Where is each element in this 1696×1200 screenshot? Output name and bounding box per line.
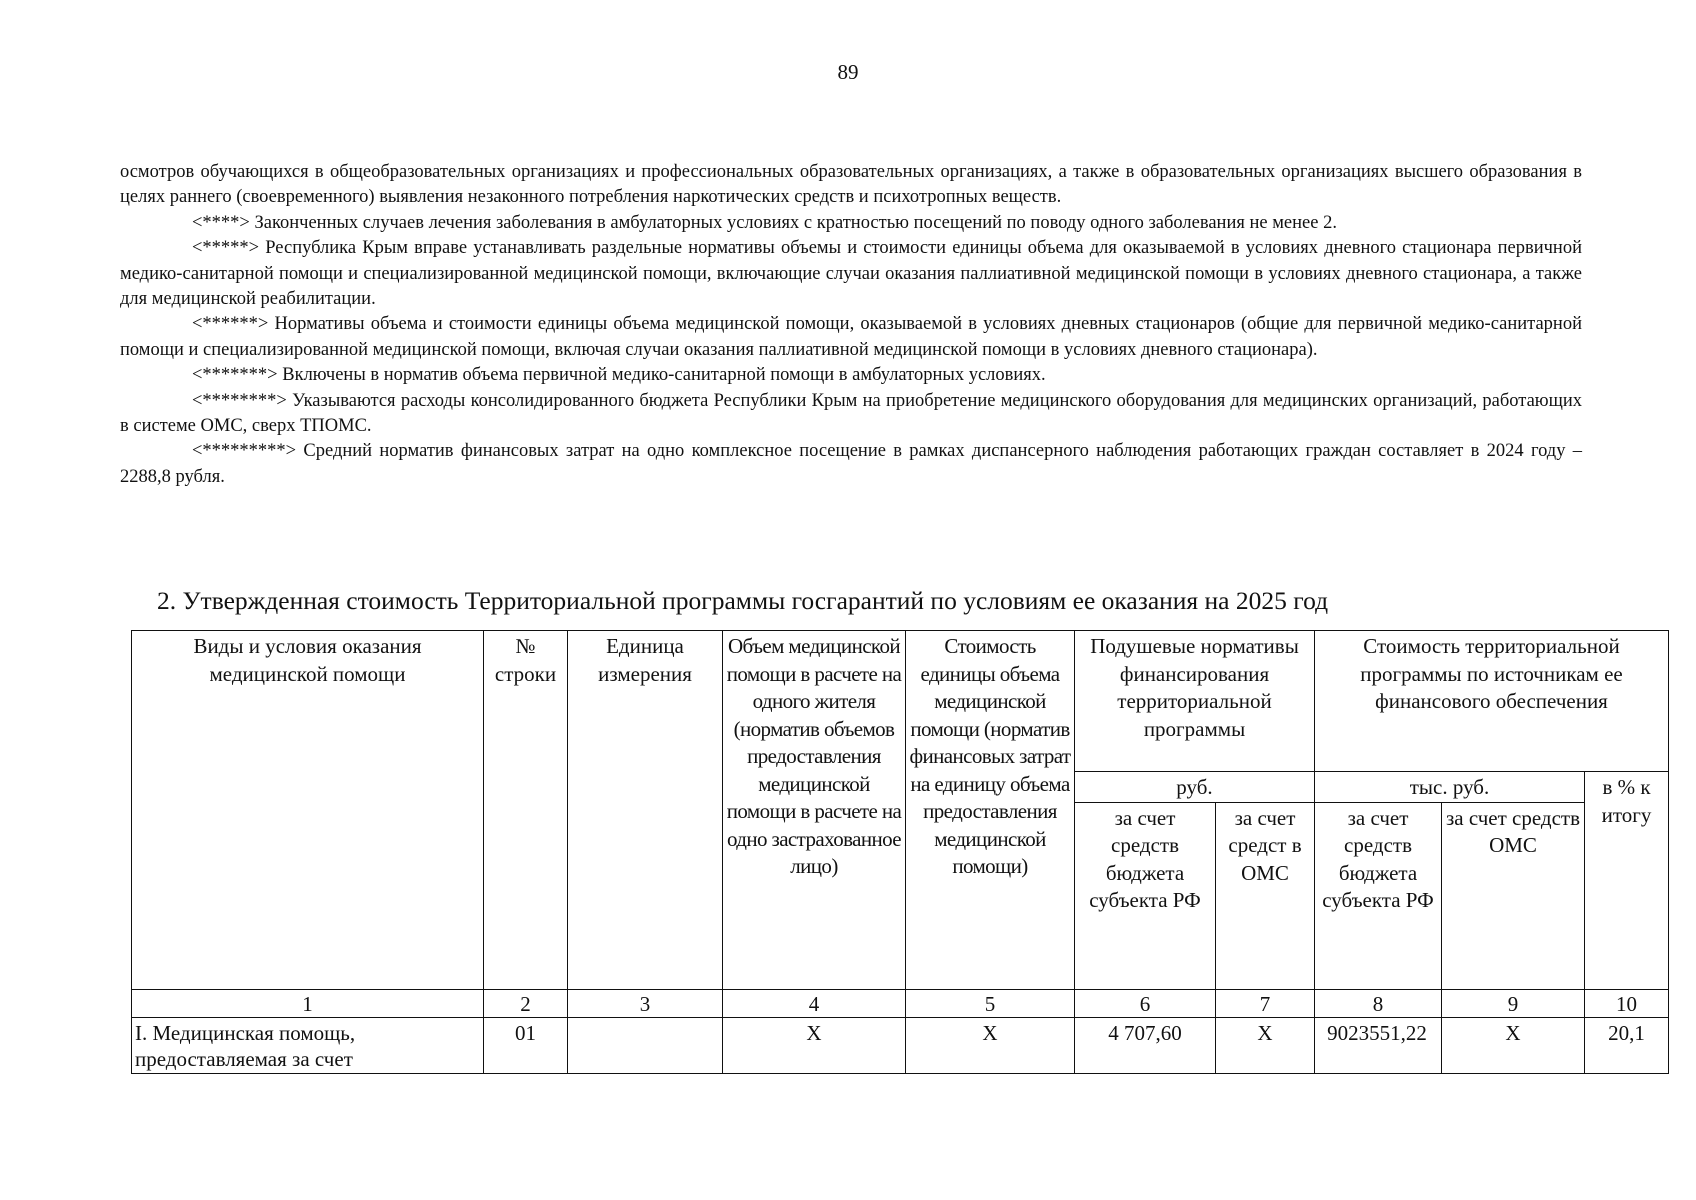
note-6-stars: <******> Нормативы объема и стоимости единицы объема медицинской помощи, оказываемой в условиях дневных стационаров (общие для первичной медико-санитарной помощи и специализированной медицинской помощи, включая случаи оказания паллиативной медицинской помощи в условиях дневного стационара). — [120, 314, 1582, 360]
header-unit-cost: Стоимость единицы объема медицинской помощи (норматив финансовых затрат на единицу объема предоставления медицинской помощи) — [906, 631, 1075, 990]
row-unit — [568, 1017, 723, 1073]
note-7-stars: <*******> Включены в норматив объема первичной медико-санитарной помощи в амбулаторных условиях. — [192, 365, 1046, 386]
column-number: 1 — [132, 989, 484, 1017]
column-number: 9 — [1442, 989, 1585, 1017]
row-budget-thous: 9023551,22 — [1315, 1017, 1442, 1073]
header-oms-thous: за счет средств ОМС — [1442, 802, 1585, 989]
header-budget-rub: за счет средств бюджета субъекта РФ — [1075, 802, 1216, 989]
table-row — [132, 1017, 1669, 1073]
program-cost-table — [131, 630, 1669, 1074]
header-row-no: № строки — [484, 631, 568, 990]
footnotes — [120, 160, 1582, 490]
column-number: 5 — [906, 989, 1075, 1017]
column-number: 7 — [1216, 989, 1315, 1017]
column-number: 10 — [1585, 989, 1669, 1017]
column-number: 6 — [1075, 989, 1216, 1017]
header-budget-thous: за счет средств бюджета субъекта РФ — [1315, 802, 1442, 989]
row-budget-rub: 4 707,60 — [1075, 1017, 1216, 1073]
column-numbers-row — [132, 989, 1669, 1017]
header-percent: в % к итогу — [1585, 772, 1669, 990]
header-oms-rub: за счет средст в ОМС — [1216, 802, 1315, 989]
header-thous-rub: тыс. руб. — [1315, 772, 1585, 803]
column-number: 3 — [568, 989, 723, 1017]
header-per-capita: Подушевые нормативы финансирования территориальной программы — [1075, 631, 1315, 772]
row-type — [132, 1017, 484, 1073]
row-percent: 20,1 — [1585, 1017, 1669, 1073]
column-number: 2 — [484, 989, 568, 1017]
note-8-stars: <********> Указываются расходы консолидированного бюджета Республики Крым на приобретение медицинского оборудования для медицинских организаций, работающих в системе ОМС, сверх ТПОМС. — [120, 390, 1582, 437]
column-number: 8 — [1315, 989, 1442, 1017]
note-continuation: осмотров обучающихся в общеобразовательных организациях и профессиональных образовательных организациях, а также в образовательных организациях высшего образования в целях раннего (своевременного) выявления незаконного потребления наркотических средств и психотропных веществ. — [120, 162, 1582, 208]
row-oms-thous: X — [1442, 1017, 1585, 1073]
header-types: Виды и условия оказания медицинской помощи — [132, 631, 484, 990]
header-unit: Единица измерения — [568, 631, 723, 990]
header-volume: Объем медицинской помощи в расчете на одного жителя (норматив объемов предоставления медицинской помощи в расчете на одно застрахованное лицо) — [723, 631, 906, 990]
page-number: 89 — [837, 60, 859, 84]
section-title: 2. Утвержденная стоимость Территориальной программы госгарантий по условиям ее оказания на 2025 год — [157, 586, 1329, 615]
note-9-stars: <*********> Средний норматив финансовых затрат на одно комплексное посещение в рамках диспансерного наблюдения работающих граждан составляет в 2024 году – 2288,8 рубля. — [120, 441, 1582, 487]
header-row-1 — [132, 631, 1669, 772]
row-volume: X — [723, 1017, 906, 1073]
row-unit-cost: X — [906, 1017, 1075, 1073]
row-number: 01 — [484, 1017, 568, 1073]
row-oms-rub: X — [1216, 1017, 1315, 1073]
note-4-stars: <****> Законченных случаев лечения заболевания в амбулаторных условиях с кратностью посещений по поводу одного заболевания не менее 2. — [192, 212, 1337, 233]
row-type-text: I. Медицинская помощь, предоставляемая за счет — [135, 1020, 356, 1071]
header-program-cost: Стоимость территориальной программы по источникам ее финансового обеспечения — [1315, 631, 1669, 772]
note-5-stars: <*****> Республика Крым вправе устанавливать раздельные нормативы объемы и стоимости единицы объема для оказываемой в условиях дневного стационара первичной медико-санитарной помощи и специализированной медицинской помощи, включающие случаи оказания паллиативной медицинской помощи в условиях дневного стационара, а также для медицинской реабилитации. — [120, 238, 1582, 310]
column-number: 4 — [723, 989, 906, 1017]
header-rub: руб. — [1075, 772, 1315, 803]
